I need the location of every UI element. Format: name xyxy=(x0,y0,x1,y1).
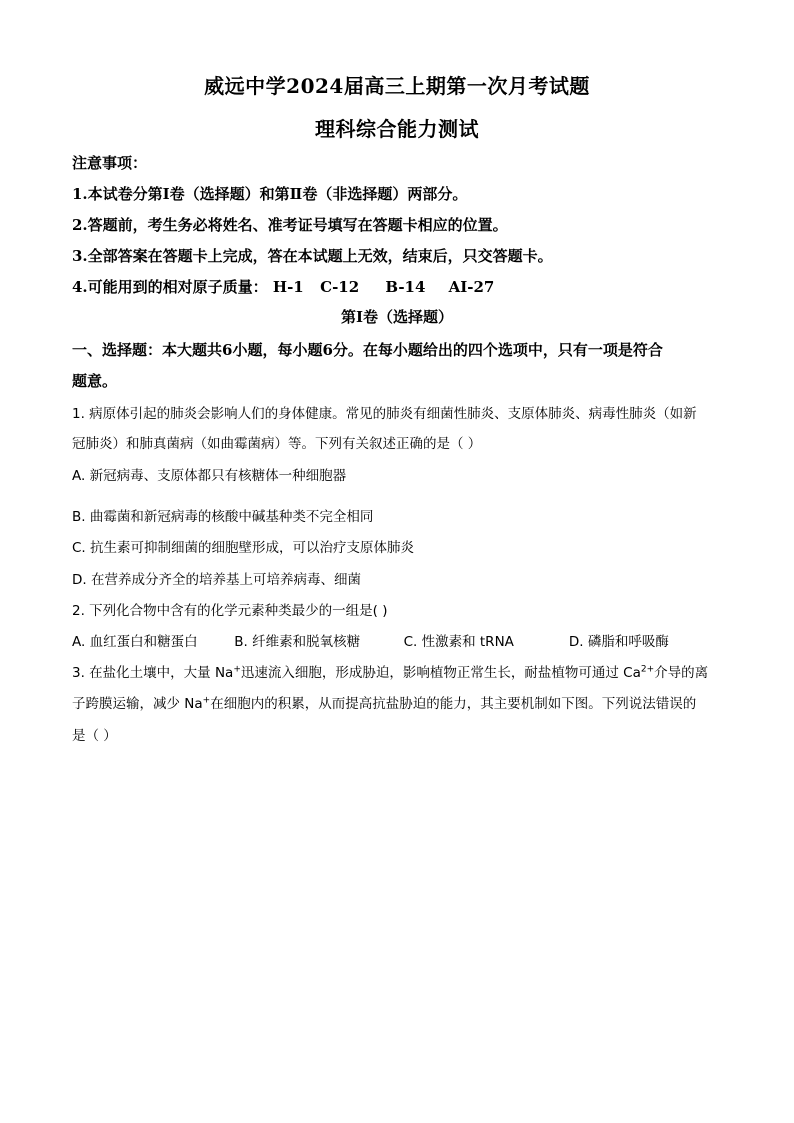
atomic-mass-h: H-1 xyxy=(272,278,304,296)
atomic-mass-b: B-14 xyxy=(385,278,426,296)
section-instructions-line2: 题意。 xyxy=(72,372,118,390)
question-3-stem-line3: 是（ ） xyxy=(72,728,117,744)
exam-subtitle: 理科综合能力测试 xyxy=(315,117,479,141)
superscript-charge: + xyxy=(202,695,211,706)
question-1-stem-line1: 1. 病原体引起的肺炎会影响人们的身体健康。常见的肺炎有细菌性肺炎、支原体肺炎、病毒性肺炎（如新 xyxy=(72,406,697,422)
question-3-text-part: 子跨膜运输，减少 Na xyxy=(72,696,203,712)
question-3-text-part: 在细胞内的积累，从而提高抗盐胁迫的能力，其主要机制如下图。下列说法错误的 xyxy=(210,696,697,712)
atomic-mass-c: C-12 xyxy=(320,278,360,296)
question-2-stem: 2. 下列化合物中含有的化学元素种类最少的一组是( ) xyxy=(72,603,388,619)
question-1-option-c: C. 抗生素可抑制细菌的细胞壁形成，可以治疗支原体肺炎 xyxy=(72,540,415,556)
question-3-text-part: 3. 在盐化土壤中，大量 Na xyxy=(72,665,234,681)
exam-title: 威远中学2024届高三上期第一次月考试题 xyxy=(204,74,590,98)
notes-heading: 注意事项： xyxy=(72,154,148,172)
section-heading: 第Ⅰ卷（选择题） xyxy=(340,308,454,326)
question-3-stem-line2 xyxy=(72,692,696,712)
question-1-option-b: B. 曲霉菌和新冠病毒的核酸中碱基种类不完全相同 xyxy=(72,509,374,525)
question-2-options xyxy=(72,630,669,650)
question-2-option-a: A. 血红蛋白和糖蛋白 xyxy=(72,634,198,650)
question-1-option-a: A. 新冠病毒、支原体都只有核糖体一种细胞器 xyxy=(72,468,347,484)
atomic-mass-al: AI-27 xyxy=(448,278,495,296)
note-item-2: 2.答题前，考生务必将姓名、准考证号填写在答题卡相应的位置。 xyxy=(72,216,508,234)
note-item-1: 1.本试卷分第Ⅰ卷（选择题）和第Ⅱ卷（非选择题）两部分。 xyxy=(72,185,468,203)
question-1-option-d: D. 在营养成分齐全的培养基上可培养病毒、细菌 xyxy=(72,572,361,588)
question-3-stem-line1 xyxy=(72,661,708,681)
question-3-text-part: 迅速流入细胞，形成胁迫，影响植物正常生长，耐盐植物可通过 Ca xyxy=(240,665,641,681)
note-item-4-atomic-masses xyxy=(72,276,494,297)
superscript-charge: + xyxy=(233,664,241,675)
question-1-stem-line2: 冠肺炎）和肺真菌病（如曲霉菌病）等。下列有关叙述正确的是（ ） xyxy=(72,436,482,452)
question-2-option-c: C. 性激素和 tRNA xyxy=(403,634,514,650)
superscript-charge: 2+ xyxy=(640,664,655,675)
atomic-masses-label: 4.可能用到的相对原子质量： xyxy=(72,278,268,296)
question-3-text-part: 介导的离 xyxy=(654,665,709,681)
question-2-option-d: D. 磷脂和呼吸酶 xyxy=(568,634,669,650)
section-instructions-line1: 一、选择题：本大题共6小题，每小题6分。在每小题给出的四个选项中，只有一项是符合 xyxy=(72,341,663,359)
question-2-option-b: B. 纤维素和脱氧核糖 xyxy=(234,634,361,650)
note-item-3: 3.全部答案在答题卡上完成，答在本试题上无效，结束后，只交答题卡。 xyxy=(72,247,553,265)
